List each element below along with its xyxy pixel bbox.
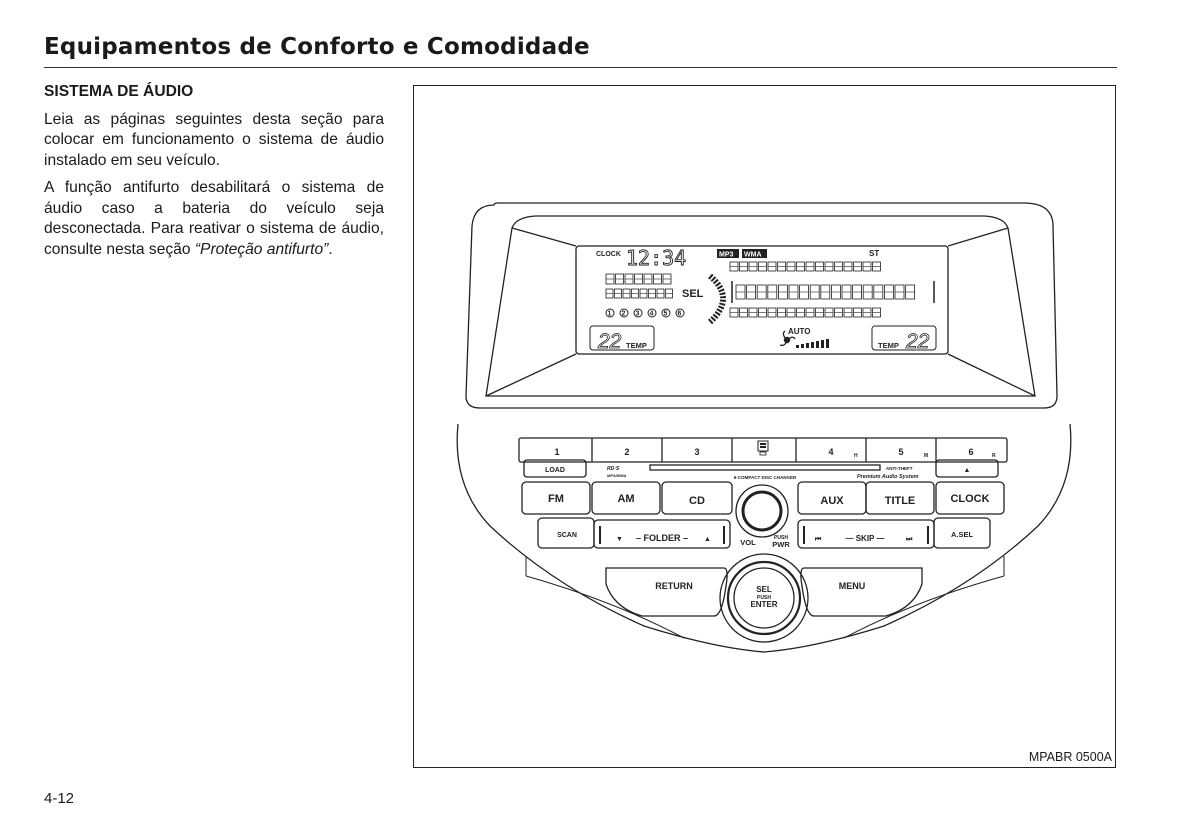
preset-button-5-sub: M (924, 453, 929, 459)
clock-button-label: CLOCK (950, 493, 990, 505)
preset-button-1-label: 1 (554, 447, 560, 457)
folder-down-icon: ▼ (616, 536, 623, 543)
lcd-auto-label: AUTO (788, 327, 811, 336)
text-column (44, 82, 384, 267)
paragraph-2-text: A função antifurto desabilitará o sistema de áudio caso a bateria do veículo seja desconectada. Para reativar o sistema de áudio, consulte nesta seção (44, 179, 384, 258)
vol-push-label: PUSH (774, 535, 788, 541)
disc-changer-label: 6-COMPACT DISC CHANGER (733, 475, 797, 480)
aux-button-label: AUX (820, 495, 844, 507)
preset-indicator-2: 2 (621, 310, 626, 318)
lcd-wma-badge: WMA (744, 251, 762, 259)
cd-button-label: CD (689, 495, 705, 507)
lcd-clock-label: CLOCK (596, 251, 621, 258)
fm-button-label: FM (548, 493, 564, 505)
preset-indicator-1: 1 (607, 310, 612, 318)
preset-indicator-3: 3 (635, 310, 640, 318)
am-button-label: AM (617, 493, 635, 505)
preset-indicator-5: 5 (663, 310, 668, 318)
pwr-label: PWR (772, 540, 790, 549)
asel-button-label: A.SEL (950, 530, 974, 539)
menu-button[interactable] (801, 568, 922, 616)
lcd-mp3-badge: MP3 (719, 251, 734, 259)
lcd-st-label: ST (869, 249, 880, 258)
eject-icon: ▲ (963, 467, 971, 474)
preset-button-3-label: 3 (694, 447, 700, 457)
preset-button-4-sub: H (854, 453, 858, 459)
lcd-sel-label: SEL (682, 288, 704, 300)
preset-button-6-label: 6 (968, 447, 974, 457)
sel-level-arc (710, 276, 723, 322)
panel-labels (545, 441, 996, 609)
preset-button-6-sub: R (992, 453, 996, 459)
lcd-temp-right-label: TEMP (878, 341, 899, 350)
page-header-title: Equipamentos de Conforto e Comodidade (44, 34, 590, 60)
return-button[interactable] (606, 568, 727, 616)
preset-indicator-6: 6 (677, 310, 682, 318)
rds-logo: RD·S (607, 466, 620, 472)
paragraph-1: Leia as páginas seguintes desta seção para colocar em funcionamento o sistema de áudio instalado em seu veículo. (44, 110, 384, 169)
sel-knob-push-label: PUSH (757, 595, 771, 601)
lcd-temp-left-label: TEMP (626, 341, 647, 350)
lcd-preset-indicators (606, 309, 684, 318)
disc-slot (650, 465, 880, 470)
preset-button-2-label: 2 (624, 447, 630, 457)
paragraph-2 (44, 178, 384, 260)
antitheft-reference: “Proteção antifurto” (194, 240, 329, 258)
premium-audio-label: Premium Audio System (857, 474, 919, 480)
folder-up-icon: ▲ (704, 536, 711, 543)
preset-button-5-label: 5 (898, 447, 904, 457)
page-number: 4-12 (44, 790, 75, 807)
skip-next-icon: ⏭ (906, 536, 913, 543)
skip-previous-icon: ⏮ (815, 536, 822, 543)
section-heading: SISTEMA DE ÁUDIO (44, 83, 194, 100)
lcd-clock-time: 12:34 (626, 246, 687, 270)
panel-housing (457, 424, 1071, 652)
menu-button-label: MENU (838, 581, 866, 591)
display-info-icon[interactable] (758, 441, 768, 455)
audio-panel-illustration (414, 86, 1117, 769)
skip-rocker-label: — SKIP — (845, 534, 885, 543)
paragraph-2-end: . (328, 240, 333, 258)
display-inner-bezel (486, 216, 1035, 396)
figure-code: MPABR 0500A (1028, 750, 1112, 764)
preset-indicator-4: 4 (649, 310, 654, 318)
display-bezel (466, 203, 1057, 408)
folder-rocker-label: – FOLDER – (635, 533, 689, 543)
fan-level-bars (796, 339, 829, 348)
load-button-label: LOAD (545, 467, 565, 474)
title-button-label: TITLE (884, 495, 916, 507)
mp3wma-logo: MP3/WMA (607, 473, 627, 478)
audio-system-figure (413, 85, 1116, 768)
return-button-label: RETURN (655, 581, 693, 591)
lcd-temp-right-value: 22 (906, 330, 930, 353)
sel-knob-label: SEL (756, 585, 772, 594)
vol-label: VOL (740, 538, 756, 547)
header-rule (44, 67, 1117, 68)
antitheft-label: ANTI-THEFT (886, 466, 913, 471)
preset-button-4-label: 4 (828, 447, 834, 457)
lcd-temp-left-value: 22 (598, 330, 622, 353)
scan-button-label: SCAN (557, 532, 577, 539)
vol-knob[interactable] (743, 492, 781, 530)
sel-knob-enter-label: ENTER (750, 600, 778, 609)
